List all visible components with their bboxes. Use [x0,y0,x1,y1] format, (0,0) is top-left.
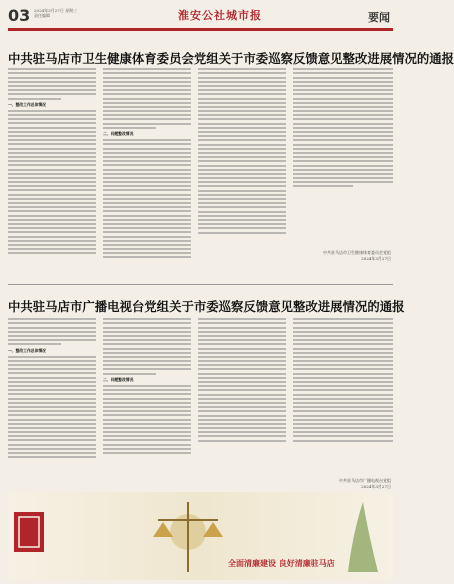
newspaper-logo: 淮安公社城市报 [178,9,262,22]
bamboo-icon [348,502,378,572]
article-2-signature: 中共驻马店市广播电视台党组 [339,478,391,483]
article-2-col-3 [198,316,286,486]
masthead [8,6,394,28]
article-1-headline: 中共驻马店市卫生健康体育委员会党组关于市委巡察反馈意见整改进展情况的通报 [8,51,454,66]
article-2-col-2: 二、问题整改情况 [103,316,191,486]
clean-governance-ad [8,492,393,580]
scale-pan-left-icon [153,522,173,537]
section-label: 要闻 [368,11,390,24]
article-divider [8,284,393,285]
article-1-col-2: 二、问题整改情况 [103,66,191,276]
article-2-headline: 中共驻马店市广播电视台党组关于市委巡察反馈意见整改进展情况的通报 [8,299,405,314]
article-1-date: 2024年3月27日 [361,256,391,261]
masthead-rule [8,28,393,31]
scale-pan-right-icon [203,522,223,537]
article-1-col-4 [293,66,393,276]
editor-text: 责任编辑 [34,13,50,18]
article-1-col-1: 一、整改工作总体情况 [8,66,96,276]
ad-slogan: 全面清廉建设 良好清廉驻马店 [228,559,335,568]
ad-illustration [8,492,393,580]
date-text: 2024年3月27日 星期三 [34,8,78,13]
article-2-col-1: 一、整改工作总体情况 [8,316,96,486]
article-2-date: 2024年3月27日 [361,484,391,489]
article-2-byline [281,478,391,490]
date-line [34,8,77,18]
article-1-col-3 [198,66,286,276]
article-2-col-4 [293,316,393,486]
page-number: 03 [8,6,31,25]
article-1-signature: 中共驻马店市卫生健康体育委员会党组 [323,250,391,255]
article-1-byline [281,250,391,262]
